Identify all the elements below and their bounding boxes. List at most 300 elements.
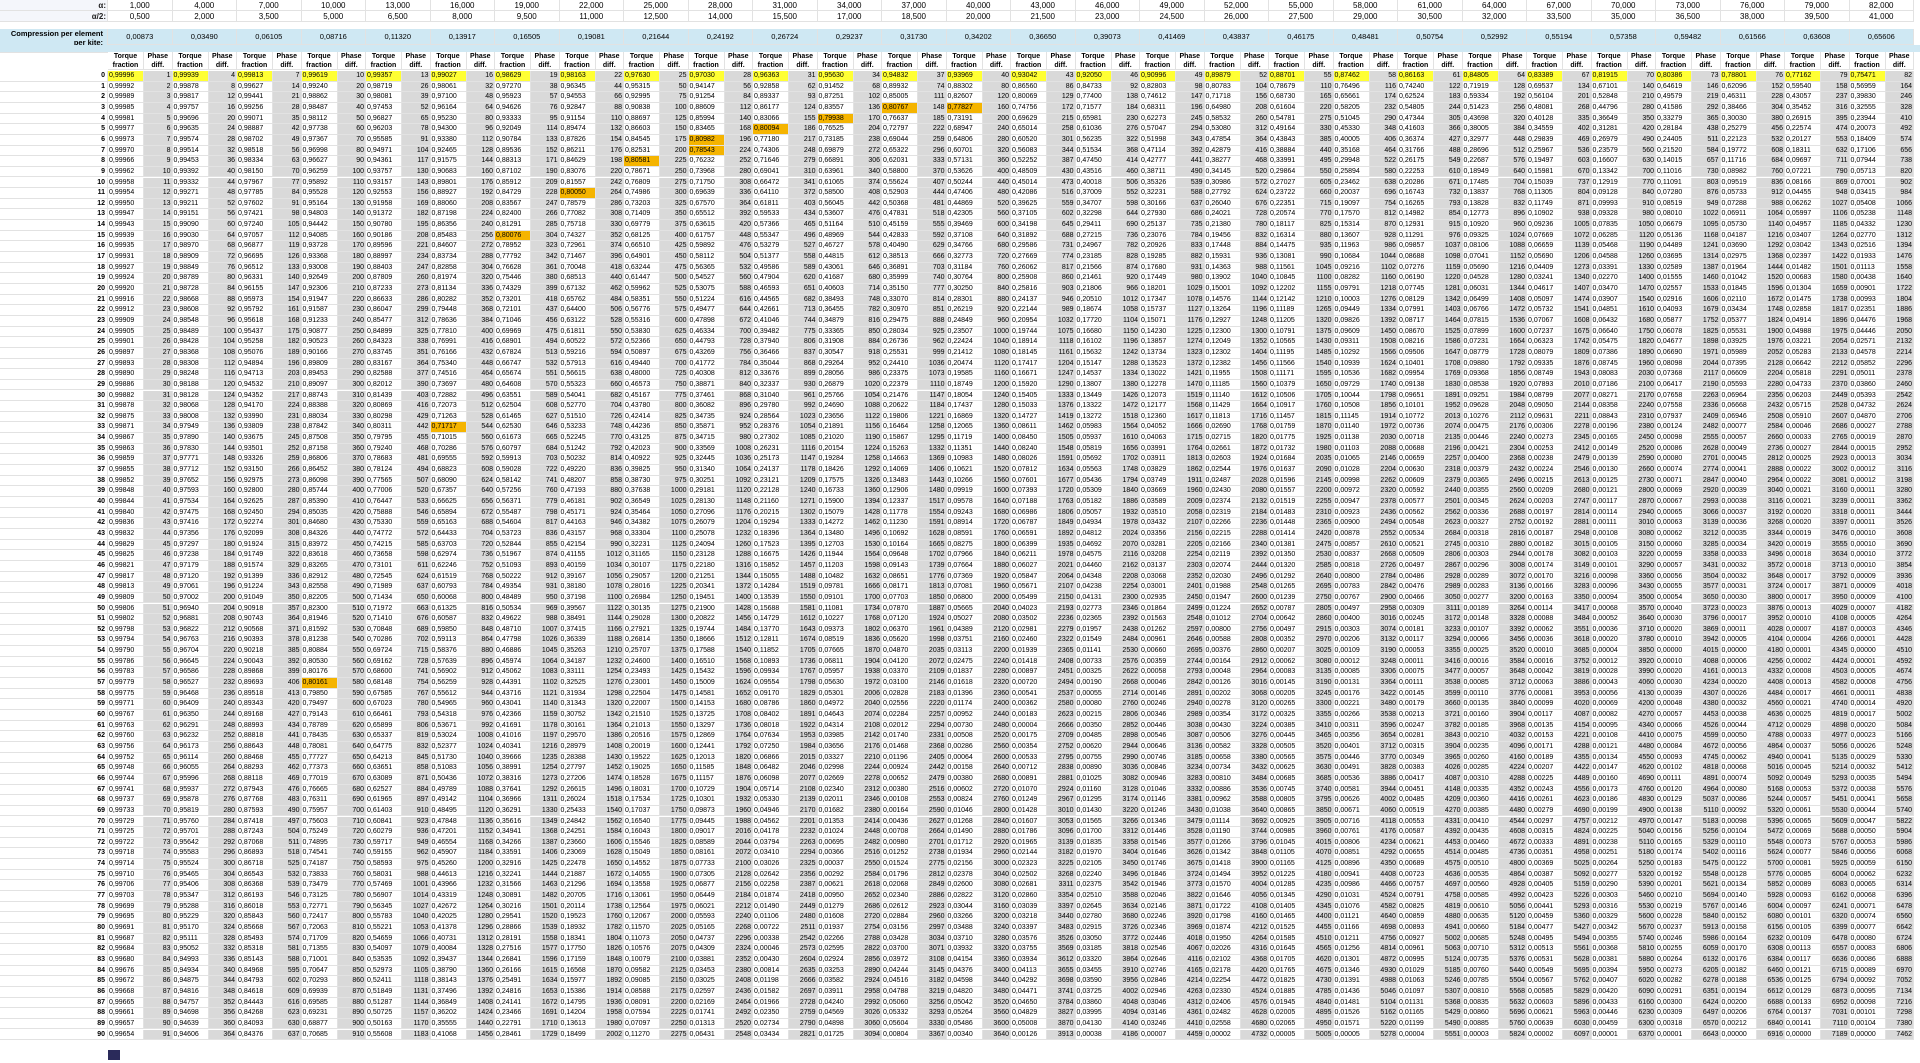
torque-fraction-cell[interactable]: 0,51730 xyxy=(431,753,467,764)
torque-fraction-header[interactable]: Torque fraction xyxy=(237,52,273,70)
phase-diff-cell[interactable]: 1426 xyxy=(1112,391,1141,402)
torque-fraction-cell[interactable]: 0,01646 xyxy=(1205,891,1241,902)
phase-diff-cell[interactable]: 1312 xyxy=(467,934,496,945)
phase-diff-cell[interactable]: 96 xyxy=(467,124,496,135)
torque-fraction-cell[interactable]: 0,10301 xyxy=(689,795,725,806)
phase-diff-cell[interactable]: 5427 xyxy=(1563,923,1592,934)
phase-diff-cell[interactable]: 961 xyxy=(789,391,818,402)
phase-diff-cell[interactable]: 595 xyxy=(273,966,302,977)
torque-fraction-cell[interactable]: 0,00536 xyxy=(1334,774,1370,785)
torque-fraction-cell[interactable]: 0,04588 xyxy=(1592,252,1628,263)
phase-diff-cell[interactable]: 3650 xyxy=(1692,593,1721,604)
torque-fraction-cell[interactable]: 0,25894 xyxy=(1334,167,1370,178)
torque-fraction-cell[interactable]: 0,33304 xyxy=(624,529,660,540)
torque-fraction-cell[interactable]: 0,11291 xyxy=(1398,231,1434,242)
phase-diff-cell[interactable]: 158 xyxy=(1821,82,1850,93)
torque-fraction-cell[interactable]: 0,99912 xyxy=(108,305,144,316)
phase-diff-cell[interactable]: 474 xyxy=(1821,124,1850,135)
phase-diff-cell[interactable]: 84 xyxy=(209,284,238,295)
phase-diff-cell[interactable]: 3182 xyxy=(1047,848,1076,859)
phase-diff-cell[interactable]: 110 xyxy=(596,114,625,125)
torque-fraction-cell[interactable]: 0,54805 xyxy=(1398,103,1434,114)
torque-fraction-cell[interactable]: 0,00247 xyxy=(1398,721,1434,732)
phase-diff-cell[interactable]: 1343 xyxy=(1821,241,1850,252)
phase-diff-cell[interactable]: 208 xyxy=(467,199,496,210)
torque-fraction-cell[interactable]: 0,04575 xyxy=(1076,550,1112,561)
phase-diff-cell[interactable]: 128 xyxy=(1499,82,1528,93)
torque-fraction-cell[interactable]: 0,39469 xyxy=(947,220,983,231)
torque-fraction-cell[interactable]: 0,99829 xyxy=(108,540,144,551)
row-index-cell[interactable]: 30 xyxy=(0,391,108,402)
torque-fraction-cell[interactable]: 0,91749 xyxy=(237,550,273,561)
phase-diff-cell[interactable]: 536 xyxy=(1563,146,1592,157)
torque-fraction-cell[interactable]: 0,12931 xyxy=(1398,220,1434,231)
phase-diff-cell[interactable]: 136 xyxy=(854,103,883,114)
phase-diff-cell[interactable]: 2254 xyxy=(1176,550,1205,561)
phase-diff-cell[interactable]: 1320 xyxy=(983,412,1012,423)
torque-fraction-cell[interactable]: 0,00053 xyxy=(1850,838,1886,849)
phase-diff-cell[interactable]: 124 xyxy=(209,391,238,402)
torque-fraction-cell[interactable]: 0,97738 xyxy=(302,124,338,135)
torque-fraction-cell[interactable]: 0,00355 xyxy=(1592,934,1628,945)
phase-diff-cell[interactable]: 5159 xyxy=(1563,880,1592,891)
phase-diff-cell[interactable]: 288 xyxy=(209,827,238,838)
phase-diff-cell[interactable]: 803 xyxy=(1692,178,1721,189)
torque-fraction-cell[interactable]: 0,87102 xyxy=(495,167,531,178)
torque-fraction-cell[interactable]: 0,13902 xyxy=(1205,273,1241,284)
torque-fraction-cell[interactable]: 0,13734 xyxy=(1140,348,1176,359)
phase-diff-cell[interactable]: 4480 xyxy=(1628,742,1657,753)
torque-fraction-cell[interactable]: 0,61811 xyxy=(560,327,596,338)
phase-diff-cell[interactable]: 100 xyxy=(660,103,689,114)
torque-fraction-cell[interactable]: 0,00435 xyxy=(1463,827,1499,838)
phase-diff-cell[interactable]: 952 xyxy=(854,359,883,370)
phase-diff-cell[interactable]: 1978 xyxy=(1112,518,1141,529)
torque-fraction-cell[interactable]: 0,04692 xyxy=(1076,540,1112,551)
phase-diff-cell[interactable]: 925 xyxy=(660,454,689,465)
phase-diff-cell[interactable]: 182 xyxy=(273,337,302,348)
phase-diff-cell[interactable]: 1890 xyxy=(1628,348,1657,359)
phase-diff-cell[interactable]: 2701 xyxy=(918,838,947,849)
phase-diff-cell[interactable]: 2100 xyxy=(1628,380,1657,391)
torque-fraction-cell[interactable]: 0,97890 xyxy=(173,433,209,444)
phase-diff-cell[interactable]: 3904 xyxy=(1434,742,1463,753)
phase-diff-cell[interactable]: 1200 xyxy=(467,859,496,870)
phase-diff-cell[interactable]: 532 xyxy=(531,359,560,370)
torque-fraction-cell[interactable]: 0,01555 xyxy=(1656,273,1692,284)
phase-diff-cell[interactable]: 2025 xyxy=(660,923,689,934)
torque-fraction-cell[interactable]: 0,44391 xyxy=(495,678,531,689)
row-index-cell[interactable]: 9 xyxy=(0,167,108,178)
torque-fraction-cell[interactable]: 0,00069 xyxy=(1592,699,1628,710)
phase-diff-cell[interactable]: 600 xyxy=(660,316,689,327)
torque-fraction-cell[interactable]: 0,01268 xyxy=(947,817,983,828)
torque-fraction-cell[interactable]: 0,00235 xyxy=(1463,742,1499,753)
torque-fraction-cell[interactable]: 0,00080 xyxy=(1850,934,1886,945)
torque-fraction-cell[interactable]: 0,47114 xyxy=(1140,146,1176,157)
torque-fraction-cell[interactable]: 0,68311 xyxy=(1140,103,1176,114)
torque-fraction-cell[interactable]: 0,89337 xyxy=(753,92,789,103)
torque-fraction-cell[interactable]: 0,00506 xyxy=(1205,731,1241,742)
phase-diff-cell[interactable]: 2030 xyxy=(1370,433,1399,444)
torque-fraction-cell[interactable]: 0,00182 xyxy=(1721,966,1757,977)
phase-diff-cell[interactable]: 370 xyxy=(918,167,947,178)
compression-value-cell[interactable]: 0,08716 xyxy=(302,29,367,45)
torque-fraction-cell[interactable]: 0,93042 xyxy=(1011,71,1047,82)
phase-diff-cell[interactable]: 1775 xyxy=(660,817,689,828)
phase-diff-cell[interactable]: 5561 xyxy=(1563,944,1592,955)
torque-fraction-cell[interactable]: 0,00310 xyxy=(1463,774,1499,785)
phase-diff-cell[interactable]: 9 xyxy=(144,156,173,167)
torque-fraction-cell[interactable]: 0,05593 xyxy=(1721,380,1757,391)
phase-diff-cell[interactable]: 1457 xyxy=(789,561,818,572)
phase-diff-cell[interactable]: 1426 xyxy=(789,550,818,561)
torque-fraction-cell[interactable]: 0,41687 xyxy=(818,273,854,284)
phase-diff-cell[interactable]: 2107 xyxy=(1047,582,1076,593)
torque-fraction-header[interactable]: Torque fraction xyxy=(366,52,402,70)
torque-fraction-cell[interactable]: 0,98112 xyxy=(302,114,338,125)
torque-fraction-cell[interactable]: 0,01786 xyxy=(1011,827,1047,838)
phase-diff-cell[interactable]: 4526 xyxy=(1692,721,1721,732)
phase-diff-cell[interactable]: 1328 xyxy=(467,944,496,955)
torque-fraction-cell[interactable]: 0,98068 xyxy=(173,401,209,412)
phase-diff-cell[interactable]: 520 xyxy=(1241,167,1270,178)
torque-fraction-cell[interactable]: 0,00010 xyxy=(1656,657,1692,668)
phase-diff-cell[interactable]: 3952 xyxy=(1757,614,1786,625)
phase-diff-cell[interactable]: 6806 xyxy=(1886,944,1915,955)
torque-fraction-cell[interactable]: 0,43843 xyxy=(1269,135,1305,146)
torque-fraction-cell[interactable]: 0,08589 xyxy=(689,838,725,849)
phase-diff-cell[interactable]: 2668 xyxy=(1370,550,1399,561)
torque-fraction-cell[interactable]: 0,29586 xyxy=(1011,241,1047,252)
phase-diff-cell[interactable]: 1452 xyxy=(596,763,625,774)
phase-diff-cell[interactable]: 2040 xyxy=(983,604,1012,615)
phase-diff-cell[interactable]: 125 xyxy=(660,114,689,125)
phase-diff-cell[interactable]: 2208 xyxy=(1112,572,1141,583)
torque-fraction-cell[interactable]: 0,00165 xyxy=(1592,433,1628,444)
torque-fraction-cell[interactable]: 0,84793 xyxy=(237,976,273,987)
phase-diff-cell[interactable]: 2380 xyxy=(1628,422,1657,433)
torque-fraction-cell[interactable]: 0,17417 xyxy=(1011,359,1047,370)
torque-fraction-cell[interactable]: 0,97967 xyxy=(237,178,273,189)
phase-diff-cell[interactable]: 3053 xyxy=(1047,817,1076,828)
torque-fraction-cell[interactable]: 0,88997 xyxy=(366,252,402,263)
torque-fraction-cell[interactable]: 0,99985 xyxy=(108,103,144,114)
phase-diff-cell[interactable]: 4891 xyxy=(1692,774,1721,785)
phase-diff-cell[interactable]: 4087 xyxy=(1434,774,1463,785)
phase-diff-cell[interactable]: 4599 xyxy=(1692,731,1721,742)
torque-fraction-cell[interactable]: 0,01301 xyxy=(1334,955,1370,966)
torque-fraction-cell[interactable]: 0,00760 xyxy=(1463,966,1499,977)
torque-fraction-cell[interactable]: 0,05499 xyxy=(1011,593,1047,604)
phase-diff-cell[interactable]: 7 xyxy=(144,135,173,146)
torque-fraction-cell[interactable]: 0,50534 xyxy=(495,604,531,615)
torque-fraction-cell[interactable]: 0,00238 xyxy=(1592,838,1628,849)
phase-diff-cell[interactable]: 4740 xyxy=(1821,699,1850,710)
phase-diff-cell[interactable]: 3108 xyxy=(918,955,947,966)
torque-fraction-cell[interactable]: 0,00170 xyxy=(1527,572,1563,583)
torque-fraction-cell[interactable]: 0,00685 xyxy=(1269,774,1305,785)
torque-fraction-cell[interactable]: 0,41772 xyxy=(689,359,725,370)
torque-fraction-cell[interactable]: 0,18749 xyxy=(947,380,983,391)
phase-diff-cell[interactable]: 3850 xyxy=(1305,806,1334,817)
phase-diff-cell[interactable]: 196 xyxy=(725,135,754,146)
phase-diff-cell[interactable]: 384 xyxy=(1499,124,1528,135)
phase-diff-cell[interactable]: 440 xyxy=(983,178,1012,189)
phase-diff-cell[interactable]: 3328 xyxy=(1241,742,1270,753)
phase-diff-cell[interactable]: 1760 xyxy=(596,912,625,923)
torque-fraction-cell[interactable]: 0,00980 xyxy=(882,838,918,849)
phase-diff-cell[interactable]: 3871 xyxy=(1176,902,1205,913)
torque-fraction-cell[interactable]: 0,40603 xyxy=(818,284,854,295)
torque-fraction-cell[interactable]: 0,07658 xyxy=(1656,391,1692,402)
phase-diff-cell[interactable]: 63 xyxy=(273,156,302,167)
phase-diff-cell[interactable]: 1952 xyxy=(1434,401,1463,412)
phase-diff-cell[interactable]: 2387 xyxy=(789,880,818,891)
phase-diff-cell[interactable]: 550 xyxy=(660,295,689,306)
torque-fraction-cell[interactable]: 0,08079 xyxy=(1527,348,1563,359)
phase-diff-cell[interactable]: 4992 xyxy=(1499,891,1528,902)
torque-fraction-cell[interactable]: 0,00062 xyxy=(1269,657,1305,668)
phase-diff-cell[interactable]: 6396 xyxy=(1886,891,1915,902)
phase-diff-cell[interactable]: 1870 xyxy=(854,646,883,657)
phase-diff-cell[interactable]: 3744 xyxy=(1241,827,1270,838)
torque-fraction-cell[interactable]: 0,00093 xyxy=(1785,891,1821,902)
torque-fraction-cell[interactable]: 0,95524 xyxy=(173,859,209,870)
phase-diff-cell[interactable]: 2640 xyxy=(983,763,1012,774)
torque-fraction-cell[interactable]: 0,00008 xyxy=(1785,667,1821,678)
phase-diff-cell[interactable]: 672 xyxy=(725,316,754,327)
torque-fraction-cell[interactable]: 0,00952 xyxy=(947,710,983,721)
half-alpha-value-cell[interactable]: 12,500 xyxy=(624,11,689,22)
torque-fraction-cell[interactable]: 0,58800 xyxy=(882,167,918,178)
torque-fraction-cell[interactable]: 0,49477 xyxy=(689,305,725,316)
torque-fraction-cell[interactable]: 0,98518 xyxy=(237,146,273,157)
torque-fraction-cell[interactable]: 0,19451 xyxy=(689,593,725,604)
torque-fraction-cell[interactable]: 0,21251 xyxy=(689,572,725,583)
phase-diff-cell[interactable]: 2552 xyxy=(1370,529,1399,540)
row-index-cell[interactable]: 31 xyxy=(0,401,108,412)
phase-diff-header[interactable]: Phase diff. xyxy=(209,52,238,70)
phase-diff-cell[interactable]: 792 xyxy=(596,444,625,455)
torque-fraction-cell[interactable]: 0,00264 xyxy=(1592,859,1628,870)
phase-diff-cell[interactable]: 782 xyxy=(1112,241,1141,252)
phase-diff-cell[interactable]: 1463 xyxy=(531,880,560,891)
phase-diff-cell[interactable]: 1342 xyxy=(596,710,625,721)
phase-diff-cell[interactable]: 4575 xyxy=(1434,859,1463,870)
torque-fraction-cell[interactable]: 0,05593 xyxy=(689,912,725,923)
phase-diff-cell[interactable]: 5460 xyxy=(1628,891,1657,902)
torque-fraction-cell[interactable]: 0,00021 xyxy=(1785,497,1821,508)
torque-fraction-cell[interactable]: 0,42023 xyxy=(624,444,660,455)
torque-fraction-cell[interactable]: 0,69629 xyxy=(1011,114,1047,125)
phase-diff-cell[interactable]: 1976 xyxy=(1757,337,1786,348)
torque-fraction-cell[interactable]: 0,00111 xyxy=(1656,774,1692,785)
half-alpha-value-cell[interactable]: 24,500 xyxy=(1140,11,1205,22)
phase-diff-cell[interactable]: 304 xyxy=(1757,103,1786,114)
phase-diff-cell[interactable]: 1387 xyxy=(1692,263,1721,274)
phase-diff-cell[interactable]: 1106 xyxy=(1821,209,1850,220)
phase-diff-cell[interactable]: 275 xyxy=(660,178,689,189)
phase-diff-cell[interactable]: 3648 xyxy=(1499,667,1528,678)
torque-fraction-cell[interactable]: 0,00030 xyxy=(1721,593,1757,604)
torque-fraction-cell[interactable]: 0,99794 xyxy=(108,635,144,646)
phase-diff-cell[interactable]: 306 xyxy=(854,156,883,167)
phase-diff-cell[interactable]: 5214 xyxy=(1821,763,1850,774)
torque-fraction-cell[interactable]: 0,00199 xyxy=(1592,806,1628,817)
phase-diff-cell[interactable]: 190 xyxy=(531,167,560,178)
torque-fraction-cell[interactable]: 0,83972 xyxy=(302,540,338,551)
phase-diff-cell[interactable]: 1596 xyxy=(1757,284,1786,295)
torque-fraction-cell[interactable]: 0,03453 xyxy=(689,966,725,977)
torque-fraction-cell[interactable]: 0,15039 xyxy=(1527,178,1563,189)
phase-diff-cell[interactable]: 4288 xyxy=(1499,774,1528,785)
row-index-cell[interactable]: 29 xyxy=(0,380,108,391)
torque-fraction-cell[interactable]: 0,68090 xyxy=(431,476,467,487)
phase-diff-cell[interactable]: 1200 xyxy=(660,572,689,583)
phase-diff-cell[interactable]: 351 xyxy=(402,348,431,359)
phase-diff-cell[interactable]: 176 xyxy=(467,178,496,189)
phase-diff-cell[interactable]: 1400 xyxy=(1628,273,1657,284)
torque-fraction-cell[interactable]: 0,01864 xyxy=(1140,604,1176,615)
torque-fraction-cell[interactable]: 0,00014 xyxy=(1850,699,1886,710)
phase-diff-cell[interactable]: 1364 xyxy=(596,721,625,732)
phase-diff-cell[interactable]: 598 xyxy=(1112,199,1141,210)
phase-diff-cell[interactable]: 2520 xyxy=(983,731,1012,742)
phase-diff-cell[interactable]: 364 xyxy=(273,614,302,625)
phase-diff-cell[interactable]: 737 xyxy=(1563,178,1592,189)
phase-diff-cell[interactable]: 1152 xyxy=(1499,252,1528,263)
torque-fraction-cell[interactable]: 0,03266 xyxy=(947,912,983,923)
torque-fraction-cell[interactable]: 0,78671 xyxy=(624,167,660,178)
torque-fraction-cell[interactable]: 0,33569 xyxy=(689,444,725,455)
phase-diff-cell[interactable]: 392 xyxy=(273,657,302,668)
phase-diff-cell[interactable]: 57 xyxy=(144,667,173,678)
torque-fraction-cell[interactable]: 0,89536 xyxy=(495,146,531,157)
torque-fraction-cell[interactable]: 0,14581 xyxy=(689,689,725,700)
phase-diff-cell[interactable]: 4940 xyxy=(1757,753,1786,764)
phase-diff-cell[interactable]: 73 xyxy=(144,838,173,849)
phase-diff-cell[interactable]: 2590 xyxy=(918,806,947,817)
phase-diff-cell[interactable]: 2923 xyxy=(1821,454,1850,465)
phase-diff-cell[interactable]: 228 xyxy=(531,188,560,199)
phase-diff-cell[interactable]: 150 xyxy=(338,220,367,231)
torque-fraction-cell[interactable]: 0,04946 xyxy=(753,806,789,817)
phase-diff-cell[interactable]: 511 xyxy=(1692,135,1721,146)
torque-fraction-cell[interactable]: 0,44796 xyxy=(1592,103,1628,114)
phase-diff-cell[interactable]: 2150 xyxy=(1047,593,1076,604)
phase-diff-cell[interactable]: 133 xyxy=(531,135,560,146)
phase-diff-cell[interactable]: 364 xyxy=(1241,135,1270,146)
torque-fraction-cell[interactable]: 0,25279 xyxy=(1721,124,1757,135)
torque-fraction-cell[interactable]: 0,75718 xyxy=(560,220,596,231)
torque-fraction-cell[interactable]: 0,70647 xyxy=(302,966,338,977)
torque-fraction-cell[interactable]: 0,00064 xyxy=(947,753,983,764)
torque-fraction-cell[interactable]: 0,37461 xyxy=(689,391,725,402)
torque-fraction-cell[interactable]: 0,00354 xyxy=(1011,742,1047,753)
phase-diff-header[interactable]: Phase diff. xyxy=(854,52,883,70)
torque-fraction-cell[interactable]: 0,58031 xyxy=(366,870,402,881)
torque-fraction-cell[interactable]: 0,20341 xyxy=(689,582,725,593)
phase-diff-cell[interactable]: 819 xyxy=(402,731,431,742)
phase-diff-cell[interactable]: 1040 xyxy=(983,337,1012,348)
torque-fraction-cell[interactable]: 0,00718 xyxy=(1398,433,1434,444)
torque-fraction-cell[interactable]: 0,00560 xyxy=(1463,880,1499,891)
phase-diff-cell[interactable]: 2756 xyxy=(1241,625,1270,636)
torque-fraction-cell[interactable]: 0,31892 xyxy=(1011,231,1047,242)
torque-fraction-cell[interactable]: 0,87809 xyxy=(366,273,402,284)
torque-fraction-cell[interactable]: 0,23001 xyxy=(624,678,660,689)
torque-fraction-cell[interactable]: 0,28696 xyxy=(1463,146,1499,157)
torque-fraction-cell[interactable]: 0,00824 xyxy=(947,795,983,806)
phase-diff-cell[interactable]: 851 xyxy=(918,305,947,316)
phase-diff-cell[interactable]: 1176 xyxy=(1176,316,1205,327)
torque-fraction-cell[interactable]: 0,99973 xyxy=(108,135,144,146)
phase-diff-cell[interactable]: 480 xyxy=(338,572,367,583)
torque-fraction-cell[interactable]: 0,56045 xyxy=(818,199,854,210)
torque-fraction-cell[interactable]: 0,77373 xyxy=(302,763,338,774)
torque-fraction-cell[interactable]: 0,99855 xyxy=(108,465,144,476)
torque-fraction-cell[interactable]: 0,00009 xyxy=(1850,582,1886,593)
phase-diff-cell[interactable]: 3818 xyxy=(1112,944,1141,955)
phase-diff-cell[interactable]: 45 xyxy=(144,540,173,551)
phase-diff-cell[interactable]: 2370 xyxy=(1821,380,1850,391)
torque-fraction-cell[interactable]: 0,02822 xyxy=(947,891,983,902)
phase-diff-cell[interactable]: 2418 xyxy=(789,891,818,902)
phase-diff-cell[interactable]: 2958 xyxy=(1370,604,1399,615)
phase-diff-cell[interactable]: 114 xyxy=(531,124,560,135)
torque-fraction-cell[interactable]: 0,00311 xyxy=(1334,721,1370,732)
torque-fraction-cell[interactable]: 0,01705 xyxy=(1269,955,1305,966)
torque-fraction-cell[interactable]: 0,00080 xyxy=(1656,454,1692,465)
phase-diff-cell[interactable]: 4266 xyxy=(1821,635,1850,646)
phase-diff-cell[interactable]: 1736 xyxy=(789,657,818,668)
phase-diff-cell[interactable]: 608 xyxy=(467,465,496,476)
torque-fraction-cell[interactable]: 0,41378 xyxy=(431,923,467,934)
torque-fraction-cell[interactable]: 0,00028 xyxy=(1592,667,1628,678)
torque-fraction-cell[interactable]: 0,89809 xyxy=(302,359,338,370)
phase-diff-cell[interactable]: 2784 xyxy=(1370,572,1399,583)
torque-fraction-cell[interactable]: 0,01012 xyxy=(1205,614,1241,625)
phase-diff-cell[interactable]: 402 xyxy=(1563,124,1592,135)
compression-value-cell[interactable]: 0,13917 xyxy=(431,29,496,45)
phase-diff-cell[interactable]: 3212 xyxy=(1692,529,1721,540)
alpha-value-cell[interactable]: 82,000 xyxy=(1850,0,1915,11)
phase-diff-cell[interactable]: 2052 xyxy=(1757,348,1786,359)
torque-fraction-cell[interactable]: 0,11305 xyxy=(1527,188,1563,199)
torque-fraction-cell[interactable]: 0,11749 xyxy=(1527,199,1563,210)
torque-fraction-cell[interactable]: 0,00189 xyxy=(1463,604,1499,615)
torque-fraction-cell[interactable]: 0,72771 xyxy=(302,902,338,913)
phase-diff-cell[interactable]: 4964 xyxy=(1692,785,1721,796)
phase-diff-cell[interactable]: 594 xyxy=(596,348,625,359)
phase-diff-cell[interactable]: 5440 xyxy=(1499,966,1528,977)
phase-diff-cell[interactable]: 2750 xyxy=(1305,593,1334,604)
phase-diff-cell[interactable]: 756 xyxy=(725,348,754,359)
phase-diff-cell[interactable]: 845 xyxy=(402,753,431,764)
torque-fraction-cell[interactable]: 0,83389 xyxy=(1527,71,1563,82)
torque-fraction-cell[interactable]: 0,60520 xyxy=(1011,135,1047,146)
phase-diff-cell[interactable]: 3071 xyxy=(918,944,947,955)
phase-diff-cell[interactable]: 378 xyxy=(273,635,302,646)
phase-diff-cell[interactable]: 3551 xyxy=(1563,625,1592,636)
phase-diff-cell[interactable]: 168 xyxy=(209,508,238,519)
phase-diff-cell[interactable]: 301 xyxy=(273,518,302,529)
phase-diff-cell[interactable]: 806 xyxy=(789,337,818,348)
torque-fraction-cell[interactable]: 0,03407 xyxy=(1785,231,1821,242)
phase-diff-cell[interactable]: 3465 xyxy=(1305,731,1334,742)
torque-fraction-cell[interactable]: 0,53830 xyxy=(624,327,660,338)
